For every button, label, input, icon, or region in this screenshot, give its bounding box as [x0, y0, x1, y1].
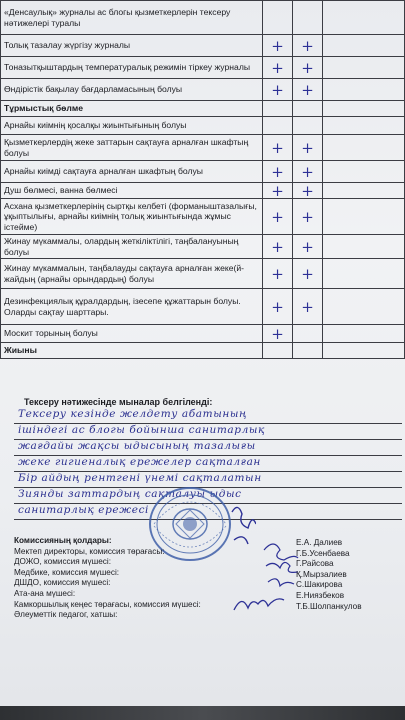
check-mark: +: [293, 57, 323, 79]
handwritten-line: жеке гигиеналық ережелер сақталған: [14, 456, 402, 472]
role-line: Әлеуметтік педагог, хатшы:: [14, 610, 118, 620]
row-description: Жинау мүкаммалын, таңбалауды сақтауға арналған жеке(й-жайдың (арнайы орындардың) болуы: [1, 259, 263, 289]
table-row: [1, 117, 405, 135]
inspection-table: [0, 0, 405, 359]
table-row: [1, 161, 405, 183]
table-row: [1, 325, 405, 343]
table-row: [1, 199, 405, 235]
row-description: Москит торының болуы: [1, 325, 263, 343]
check-mark: [293, 325, 323, 343]
check-mark: +: [263, 289, 293, 325]
table-row: [1, 135, 405, 161]
table-section-row: [1, 101, 405, 117]
check-mark: +: [293, 235, 323, 259]
check-mark: +: [263, 79, 293, 101]
row-description: Өндірістік бақылау бағдарламасының болуы: [1, 79, 263, 101]
handwritten-line: санитарлық ережесі: [14, 504, 402, 520]
row-description: Тұрмыстық бөлме: [1, 101, 263, 117]
member-name: Т.Б.Шолпанкулов: [296, 601, 362, 611]
handwritten-line: жағдайы жақсы ыдысының тазалығы: [14, 440, 402, 456]
table-row: [1, 183, 405, 199]
check-mark: +: [293, 161, 323, 183]
check-mark: +: [263, 325, 293, 343]
handwritten-line: Тексеру кезінде желдету абатының: [14, 408, 402, 424]
role-line: ДОЖО, комиссия мүшесі:: [14, 557, 111, 567]
row-description: Асхана қызметкерлерінің сыртқы келбеті (форманыштазалығы, ұқыптылығы, арнайы киімнің толық жиынтығында жұмыс істейме): [1, 199, 263, 235]
row-description: Қызметкерлердің жеке заттарын сақтауға арналған шкафтың болуы: [1, 135, 263, 161]
table-row: [1, 79, 405, 101]
check-mark: +: [263, 35, 293, 57]
row-description: Душ бөлмесі, ванна бөлмесі: [1, 183, 263, 199]
check-mark: +: [293, 35, 323, 57]
member-name: Е.Ниязбеков: [296, 590, 345, 600]
row-description: Арнайы киімнің қосалқы жиынтығының болуы: [1, 117, 263, 135]
secretary-signature: [230, 592, 290, 616]
check-mark: +: [293, 183, 323, 199]
check-mark: +: [293, 289, 323, 325]
role-line: Медбике, комиссия мүшесі:: [14, 567, 120, 577]
row-description: Дезинфекциялық құралдардың, ізесепе құжаттарын болуы. Оларды сақтау шарттары.: [1, 289, 263, 325]
row-description: Арнайы киімді сақтауға арналған шкафтың болуы: [1, 161, 263, 183]
row-description: Жинау мүкаммалы, олардың жеткіліктілігі, таңбалануының болуы: [1, 235, 263, 259]
row-description: Жиыны: [1, 343, 263, 359]
table-row: [1, 57, 405, 79]
check-mark: [293, 117, 323, 135]
member-name: Г.Райсова: [296, 559, 334, 569]
check-mark: [293, 101, 323, 117]
commission-names: [296, 538, 362, 612]
table-row: [1, 259, 405, 289]
check-mark: +: [293, 199, 323, 235]
role-line: Ата-ана мүшесі:: [14, 588, 76, 598]
commission-heading: Комиссияның қолдары:: [14, 536, 112, 545]
handwritten-line: ішіндегі ас блогы бойынша санитарлық: [14, 424, 402, 440]
member-name: Г.Б.Усенбаева: [296, 548, 350, 558]
member-name: Қ.Мырзалиев: [296, 569, 347, 579]
check-mark: +: [293, 259, 323, 289]
check-mark: +: [263, 57, 293, 79]
check-mark: +: [263, 235, 293, 259]
findings-title: Тексеру нәтижесінде мыналар белгіленді:: [24, 397, 213, 407]
check-mark: +: [293, 79, 323, 101]
handwritten-line: Зиянды заттардың сақталуы ыдыс: [14, 488, 402, 504]
role-line: Мектеп директоры, комиссия төрағасы:: [14, 546, 165, 556]
check-mark: +: [263, 135, 293, 161]
row-description: Толық тазалау жүргізу журналы: [1, 35, 263, 57]
handwritten-line: Бір айдың рентгені үнемі сақталатын: [14, 472, 402, 488]
check-mark: +: [263, 183, 293, 199]
table-section-row: [1, 343, 405, 359]
commission-roles: [14, 536, 201, 621]
table-row: [1, 35, 405, 57]
member-name: Е.А. Далиев: [296, 538, 343, 547]
check-mark: +: [263, 259, 293, 289]
desk-background: [0, 706, 405, 720]
check-mark: +: [293, 135, 323, 161]
check-mark: [293, 343, 323, 359]
table-row: [1, 289, 405, 325]
row-description: Тоназытқыштардың температуралық режимін тіркеу журналы: [1, 57, 263, 79]
member-name: С.Шакирова: [296, 580, 343, 590]
table-row: [1, 235, 405, 259]
role-line: Камкоршылық кеңес төрағасы, комиссия мүшесі:: [14, 599, 201, 609]
check-mark: [263, 117, 293, 135]
check-mark: +: [263, 161, 293, 183]
check-mark: [263, 101, 293, 117]
table-header-row: [1, 1, 405, 35]
table-header-text: «Денсаулық» журналы ас блогы қызметкерлерін тексеру нәтижелері туралы: [1, 1, 263, 35]
check-mark: [263, 343, 293, 359]
check-mark: +: [263, 199, 293, 235]
role-line: ДШДО, комиссия мүшесі:: [14, 578, 111, 588]
